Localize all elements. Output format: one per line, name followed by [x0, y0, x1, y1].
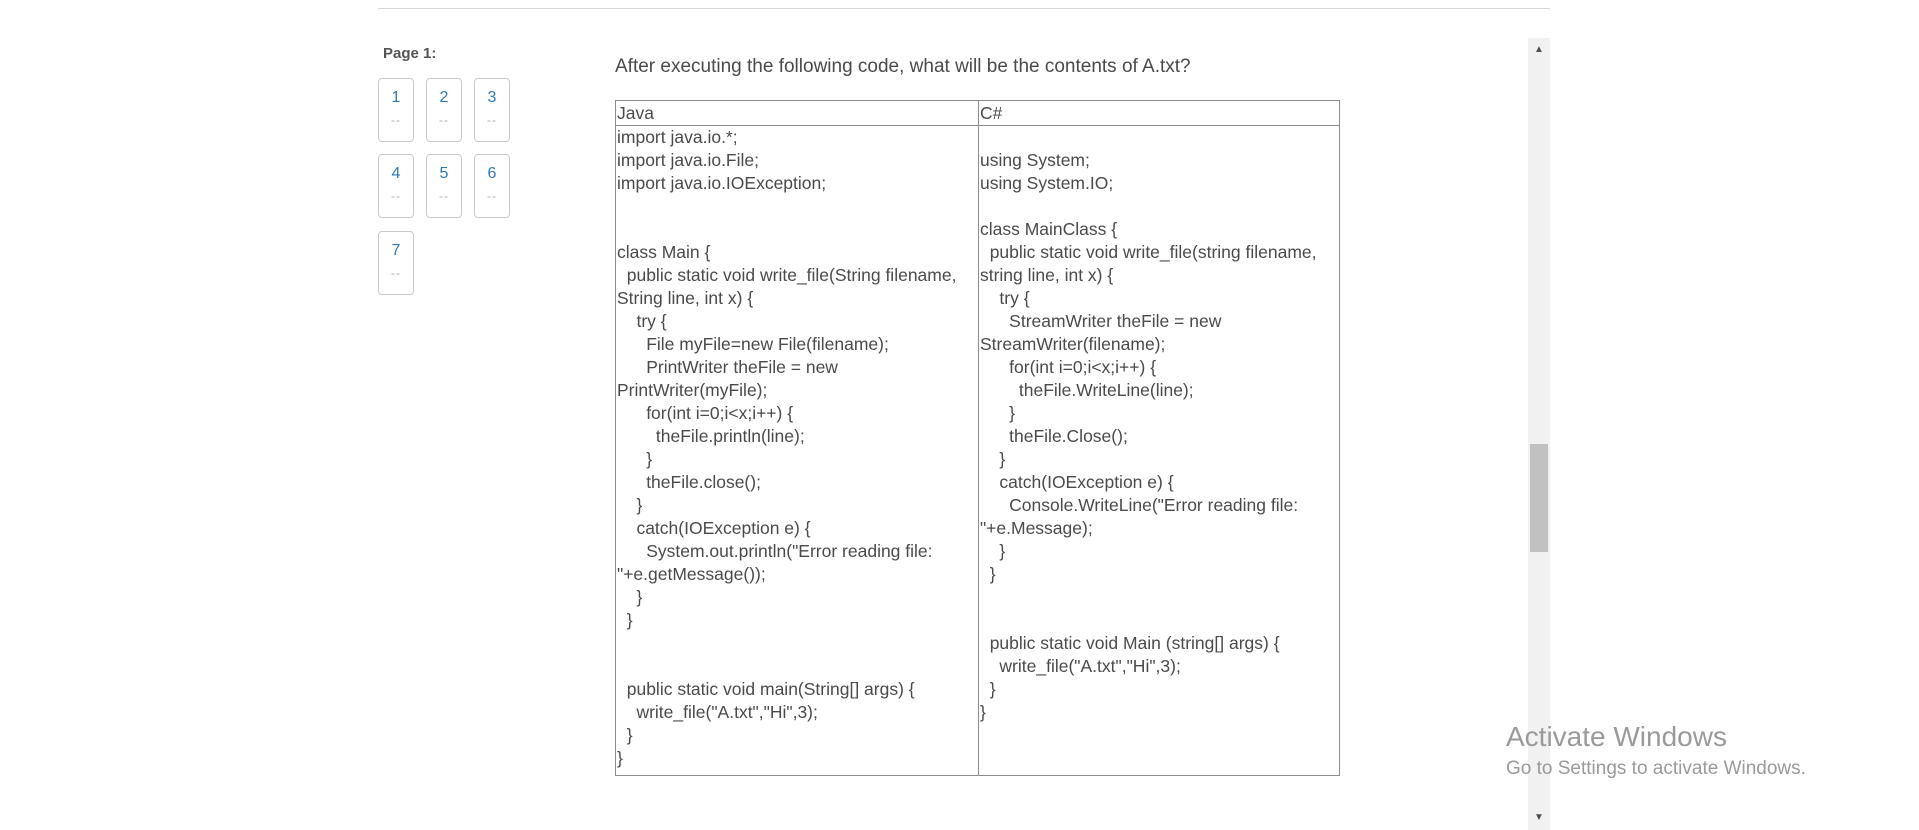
triangle-down-icon[interactable]: ▼: [1534, 812, 1544, 823]
watermark-subtitle: Go to Settings to activate Windows.: [1506, 758, 1806, 779]
scrollbar-thumb[interactable]: [1530, 444, 1548, 552]
vertical-scrollbar[interactable]: [1528, 38, 1550, 830]
question-4-button[interactable]: [378, 154, 414, 218]
activate-windows-watermark: [1506, 720, 1806, 784]
top-divider: [378, 8, 1550, 9]
csharp-column-header: C#: [978, 101, 1339, 126]
question-status: --: [439, 189, 449, 203]
question-number: 4: [391, 165, 401, 182]
question-status: --: [487, 189, 497, 203]
question-status: --: [487, 113, 497, 127]
question-number: 5: [439, 165, 449, 182]
question-status: --: [391, 189, 401, 203]
question-7-button[interactable]: [378, 231, 414, 295]
table-code-row: [616, 126, 1340, 776]
question-number: 3: [487, 89, 497, 106]
csharp-code-cell: using System; using System.IO; class MainClass { public static void write_file(string filename, string line, int x) { try { StreamWriter theFile = new StreamWriter(filename); for(int i=0;i<x;i++) { theFile.WriteLine(line); } theFile.Close(); } catch(IOException e) { Console.WriteLine("Error reading file: "+e.Message); } } public static void Main (string[] args) { write_file("A.txt","Hi",3); } }: [978, 126, 1339, 776]
question-number: 6: [487, 165, 497, 182]
question-status: --: [391, 113, 401, 127]
watermark-title: Activate Windows: [1506, 721, 1727, 752]
question-5-button[interactable]: [426, 154, 462, 218]
question-number: 7: [391, 242, 401, 259]
question-number: 1: [391, 89, 401, 106]
question-status: --: [439, 113, 449, 127]
question-3-button[interactable]: [474, 78, 510, 142]
java-code-cell: import java.io.*; import java.io.File; import java.io.IOException; class Main { public static void write_file(String filename, String line, int x) { try { File myFile=new File(filename); PrintWriter theFile = new PrintWriter(myFile); for(int i=0;i<x;i++) { theFile.println(line); } theFile.close(); } catch(IOException e) { System.out.println("Error reading file: "+e.getMessage()); } } public static void main(String[] args) { write_file("A.txt","Hi",3); } }: [616, 126, 979, 776]
question-1-button[interactable]: [378, 78, 414, 142]
triangle-up-icon[interactable]: ▲: [1534, 44, 1544, 55]
question-text: After executing the following code, what will be the contents of A.txt?: [615, 56, 1191, 77]
question-number: 2: [439, 89, 449, 106]
question-status: --: [391, 266, 401, 280]
code-comparison-table: [615, 100, 1340, 776]
java-column-header: Java: [616, 101, 979, 126]
question-2-button[interactable]: [426, 78, 462, 142]
question-6-button[interactable]: [474, 154, 510, 218]
page-label: Page 1:: [383, 45, 437, 62]
table-header-row: [616, 101, 1340, 126]
